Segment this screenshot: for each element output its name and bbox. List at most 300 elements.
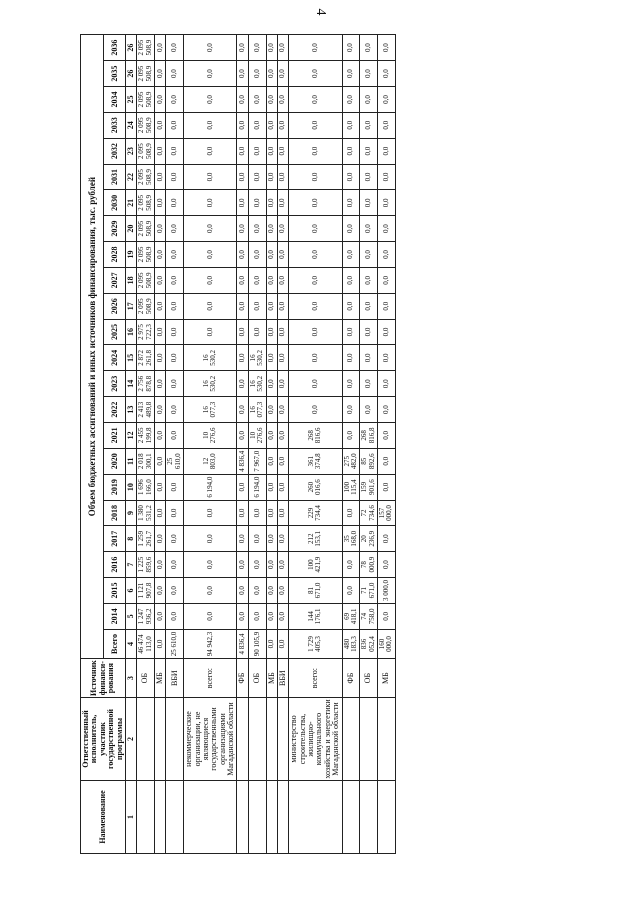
value-cell: 2 872 261,8 <box>137 345 155 371</box>
value-cell: 0,0 <box>184 578 237 604</box>
value-cell: 2 095 508,9 <box>137 61 155 87</box>
value-cell: 0,0 <box>155 474 166 500</box>
value-cell: 0,0 <box>248 112 266 138</box>
table-row <box>237 35 248 854</box>
row-source: ФБ <box>342 659 360 698</box>
value-cell: 260 016,6 <box>289 474 342 500</box>
value-cell: 0,0 <box>237 474 248 500</box>
value-cell: 361 374,8 <box>289 448 342 474</box>
index-cell: 5 <box>125 603 136 629</box>
value-cell: 0,0 <box>248 526 266 552</box>
index-cell: 24 <box>125 112 136 138</box>
year-header: 2017 <box>104 526 126 552</box>
table-row <box>155 35 166 854</box>
value-cell: 0,0 <box>237 216 248 242</box>
value-cell: 71 671,0 <box>360 578 378 604</box>
value-cell: 0,0 <box>289 35 342 61</box>
value-cell: 69 418,1 <box>342 603 360 629</box>
value-cell: 0,0 <box>378 35 396 61</box>
value-cell: 0,0 <box>184 319 237 345</box>
row-executor: некоммерческие организации, не являющиеся государственными организациями Магаданской области <box>184 698 237 781</box>
value-cell: 0,0 <box>277 138 288 164</box>
index-cell: 23 <box>125 138 136 164</box>
value-cell: 0,0 <box>289 371 342 397</box>
index-cell: 4 <box>125 629 136 659</box>
value-cell: 0,0 <box>266 371 277 397</box>
value-cell: 3 000,0 <box>378 578 396 604</box>
value-cell: 0,0 <box>237 578 248 604</box>
value-cell: 2 095 508,9 <box>137 87 155 113</box>
value-cell: 0,0 <box>184 61 237 87</box>
index-cell: 18 <box>125 267 136 293</box>
value-cell: 2 095 508,9 <box>137 138 155 164</box>
row-executor <box>342 698 360 781</box>
value-cell: 2 095 508,9 <box>137 35 155 61</box>
value-cell: 144 176,1 <box>289 603 342 629</box>
value-cell: 0,0 <box>184 164 237 190</box>
value-cell: 0,0 <box>237 552 248 578</box>
year-header: 2032 <box>104 138 126 164</box>
year-header: 2029 <box>104 216 126 242</box>
value-cell: 2 095 508,9 <box>137 242 155 268</box>
row-executor <box>378 698 396 781</box>
value-cell: 0,0 <box>342 216 360 242</box>
value-cell: 480 183,3 <box>342 629 360 659</box>
value-cell: 0,0 <box>277 345 288 371</box>
value-cell: 0,0 <box>360 112 378 138</box>
value-cell: 0,0 <box>277 61 288 87</box>
index-cell: 14 <box>125 371 136 397</box>
value-cell: 0,0 <box>155 267 166 293</box>
value-cell: 268 816,8 <box>360 422 378 448</box>
year-header: 2018 <box>104 500 126 526</box>
value-cell: 0,0 <box>277 371 288 397</box>
value-cell: 0,0 <box>166 112 184 138</box>
value-cell: 0,0 <box>266 35 277 61</box>
value-cell: 0,0 <box>360 293 378 319</box>
row-name <box>378 781 396 854</box>
value-cell: 0,0 <box>166 397 184 423</box>
value-cell: 0,0 <box>378 164 396 190</box>
row-name <box>155 781 166 854</box>
value-cell: 0,0 <box>155 552 166 578</box>
table-row <box>378 35 396 854</box>
value-cell: 2 095 508,9 <box>137 112 155 138</box>
value-cell: 0,0 <box>378 422 396 448</box>
value-cell: 0,0 <box>155 112 166 138</box>
value-cell: 0,0 <box>155 61 166 87</box>
value-cell: 1 380 531,2 <box>137 500 155 526</box>
value-cell: 12 803,0 <box>184 448 237 474</box>
value-cell: 0,0 <box>248 603 266 629</box>
value-cell: 0,0 <box>266 319 277 345</box>
value-cell: 0,0 <box>342 319 360 345</box>
value-cell: 0,0 <box>277 293 288 319</box>
col-executor-header: Ответственный исполнитель, участник государственной программы <box>81 698 126 781</box>
value-cell: 0,0 <box>248 61 266 87</box>
value-cell: 0,0 <box>266 448 277 474</box>
value-cell: 16 530,2 <box>248 371 266 397</box>
value-cell: 0,0 <box>248 293 266 319</box>
value-cell: 0,0 <box>289 293 342 319</box>
value-cell: 0,0 <box>166 371 184 397</box>
value-cell: 0,0 <box>342 61 360 87</box>
value-cell: 2 413 489,8 <box>137 397 155 423</box>
value-cell: 4 836,4 <box>237 629 248 659</box>
row-name <box>137 781 155 854</box>
value-cell: 160 000,0 <box>378 629 396 659</box>
value-cell: 0,0 <box>378 242 396 268</box>
value-cell: 90 105,9 <box>248 629 266 659</box>
value-cell: 0,0 <box>277 474 288 500</box>
value-cell: 0,0 <box>166 190 184 216</box>
value-cell: 0,0 <box>289 190 342 216</box>
value-cell: 0,0 <box>166 345 184 371</box>
value-cell: 0,0 <box>266 345 277 371</box>
index-cell: 12 <box>125 422 136 448</box>
value-cell: 1 225 859,6 <box>137 552 155 578</box>
year-header: 2027 <box>104 267 126 293</box>
value-cell: 0,0 <box>342 242 360 268</box>
value-cell: 0,0 <box>184 603 237 629</box>
row-name <box>166 781 184 854</box>
value-cell: 85 892,6 <box>360 448 378 474</box>
value-cell: 0,0 <box>277 242 288 268</box>
col-source-header: Источник финанси-рования <box>81 659 126 698</box>
value-cell: 0,0 <box>184 138 237 164</box>
value-cell: 0,0 <box>266 293 277 319</box>
value-cell: 0,0 <box>277 603 288 629</box>
value-cell: 0,0 <box>237 397 248 423</box>
index-cell: 25 <box>125 87 136 113</box>
value-cell: 16 077,3 <box>248 397 266 423</box>
value-cell: 0,0 <box>266 87 277 113</box>
index-cell: 8 <box>125 526 136 552</box>
value-cell: 0,0 <box>342 371 360 397</box>
value-cell: 0,0 <box>378 474 396 500</box>
row-source: ФБ <box>237 659 248 698</box>
value-cell: 100 421,9 <box>289 552 342 578</box>
value-cell: 94 942,3 <box>184 629 237 659</box>
value-cell: 6 194,0 <box>248 474 266 500</box>
value-cell: 0,0 <box>378 448 396 474</box>
index-cell: 3 <box>125 659 136 698</box>
row-executor <box>166 698 184 781</box>
value-cell: 0,0 <box>277 552 288 578</box>
value-cell: 0,0 <box>342 112 360 138</box>
row-executor: министерство строительства, жилищно-коммунального хозяйства и энергетики Магаданской области <box>289 699 341 779</box>
value-cell: 0,0 <box>360 35 378 61</box>
value-cell: 0,0 <box>378 603 396 629</box>
value-cell: 0,0 <box>166 552 184 578</box>
value-cell: 0,0 <box>248 138 266 164</box>
value-cell: 0,0 <box>289 267 342 293</box>
index-cell: 11 <box>125 448 136 474</box>
value-cell: 0,0 <box>155 422 166 448</box>
value-cell: 0,0 <box>360 216 378 242</box>
index-cell: 1 <box>125 781 136 854</box>
value-cell: 0,0 <box>378 61 396 87</box>
value-cell: 0,0 <box>184 87 237 113</box>
value-cell: 0,0 <box>248 164 266 190</box>
value-cell: 0,0 <box>342 578 360 604</box>
value-cell: 0,0 <box>378 112 396 138</box>
value-cell: 0,0 <box>378 190 396 216</box>
value-cell: 0,0 <box>289 87 342 113</box>
value-cell: 268 816,6 <box>289 422 342 448</box>
row-name <box>248 781 266 854</box>
value-cell: 0,0 <box>155 629 166 659</box>
value-cell: 0,0 <box>155 448 166 474</box>
row-source: ВБИ <box>277 659 288 698</box>
value-cell: 0,0 <box>360 267 378 293</box>
value-cell: 0,0 <box>184 526 237 552</box>
value-cell: 0,0 <box>155 242 166 268</box>
year-header: 2021 <box>104 422 126 448</box>
value-cell: 0,0 <box>155 164 166 190</box>
value-cell: 0,0 <box>166 422 184 448</box>
value-cell: 0,0 <box>289 138 342 164</box>
value-cell: 0,0 <box>184 190 237 216</box>
year-header: 2024 <box>104 345 126 371</box>
value-cell: 0,0 <box>237 500 248 526</box>
value-cell: 0,0 <box>378 293 396 319</box>
value-cell: 0,0 <box>266 500 277 526</box>
row-source: ОБ <box>248 659 266 698</box>
value-cell: 2 018 300,1 <box>137 448 155 474</box>
row-name <box>289 781 342 854</box>
row-source: ВБИ <box>166 659 184 698</box>
value-cell: 0,0 <box>237 35 248 61</box>
value-cell: 0,0 <box>184 500 237 526</box>
table-row <box>266 35 277 854</box>
value-cell: 0,0 <box>266 61 277 87</box>
index-row <box>125 35 136 854</box>
row-executor <box>360 698 378 781</box>
value-cell: 0,0 <box>237 190 248 216</box>
year-header: 2035 <box>104 61 126 87</box>
value-cell: 0,0 <box>248 242 266 268</box>
value-cell: 16 530,2 <box>184 371 237 397</box>
row-executor <box>277 698 288 781</box>
value-cell: 0,0 <box>277 190 288 216</box>
value-cell: 1 247 936,2 <box>137 603 155 629</box>
value-cell: 0,0 <box>277 397 288 423</box>
value-cell: 0,0 <box>266 242 277 268</box>
value-cell: 0,0 <box>155 500 166 526</box>
funding-title: Объем бюджетных ассигнований и иных источников финансирования, тыс. рублей <box>81 35 104 659</box>
row-name <box>237 781 248 854</box>
value-cell: 46 474 113,0 <box>137 629 155 659</box>
value-cell: 0,0 <box>360 319 378 345</box>
col-total-header: Всего <box>104 629 126 659</box>
value-cell: 0,0 <box>360 164 378 190</box>
value-cell: 0,0 <box>342 190 360 216</box>
value-cell: 100 115,4 <box>342 474 360 500</box>
year-header: 2025 <box>104 319 126 345</box>
index-cell: 16 <box>125 319 136 345</box>
value-cell: 0,0 <box>155 371 166 397</box>
value-cell: 0,0 <box>277 164 288 190</box>
value-cell: 0,0 <box>184 216 237 242</box>
value-cell: 0,0 <box>342 267 360 293</box>
value-cell: 0,0 <box>166 319 184 345</box>
value-cell: 0,0 <box>266 552 277 578</box>
value-cell: 159 901,6 <box>360 474 378 500</box>
value-cell: 0,0 <box>277 267 288 293</box>
value-cell: 2 455 199,8 <box>137 422 155 448</box>
table-container <box>80 34 590 854</box>
index-cell: 26 <box>125 61 136 87</box>
row-name <box>184 781 237 854</box>
value-cell: 0,0 <box>378 87 396 113</box>
value-cell: 0,0 <box>166 164 184 190</box>
value-cell: 0,0 <box>342 87 360 113</box>
index-cell: 19 <box>125 242 136 268</box>
value-cell: 0,0 <box>237 526 248 552</box>
value-cell: 0,0 <box>248 87 266 113</box>
value-cell: 0,0 <box>277 35 288 61</box>
value-cell: 7 967,0 <box>248 448 266 474</box>
value-cell: 0,0 <box>266 164 277 190</box>
value-cell: 0,0 <box>166 35 184 61</box>
value-cell: 0,0 <box>360 345 378 371</box>
year-header: 2023 <box>104 371 126 397</box>
value-cell: 0,0 <box>155 190 166 216</box>
value-cell: 0,0 <box>360 190 378 216</box>
index-cell: 21 <box>125 190 136 216</box>
value-cell: 1 696 166,0 <box>137 474 155 500</box>
value-cell: 1 259 261,7 <box>137 526 155 552</box>
value-cell: 0,0 <box>155 578 166 604</box>
value-cell: 0,0 <box>277 448 288 474</box>
value-cell: 0,0 <box>248 578 266 604</box>
value-cell: 10 276,6 <box>184 422 237 448</box>
index-cell: 9 <box>125 500 136 526</box>
value-cell: 0,0 <box>277 216 288 242</box>
year-header: 2026 <box>104 293 126 319</box>
table-row <box>360 35 378 854</box>
table-row <box>166 35 184 854</box>
value-cell: 0,0 <box>342 293 360 319</box>
value-cell: 0,0 <box>184 112 237 138</box>
value-cell: 0,0 <box>155 603 166 629</box>
value-cell: 836 052,4 <box>360 629 378 659</box>
value-cell: 0,0 <box>155 138 166 164</box>
value-cell: 0,0 <box>237 138 248 164</box>
value-cell: 0,0 <box>248 552 266 578</box>
value-cell: 0,0 <box>342 500 360 526</box>
value-cell: 0,0 <box>166 267 184 293</box>
row-executor <box>266 698 277 781</box>
index-cell: 20 <box>125 216 136 242</box>
value-cell: 0,0 <box>378 267 396 293</box>
value-cell: 0,0 <box>166 138 184 164</box>
value-cell: 0,0 <box>266 629 277 659</box>
value-cell: 0,0 <box>289 61 342 87</box>
table-row <box>248 35 266 854</box>
row-source: всего: <box>289 659 342 698</box>
value-cell: 0,0 <box>237 112 248 138</box>
table-row <box>342 35 360 854</box>
index-cell: 2 <box>125 698 136 781</box>
value-cell: 0,0 <box>289 345 342 371</box>
value-cell: 0,0 <box>248 500 266 526</box>
value-cell: 0,0 <box>289 242 342 268</box>
value-cell: 0,0 <box>266 216 277 242</box>
value-cell: 0,0 <box>266 190 277 216</box>
value-cell: 0,0 <box>166 87 184 113</box>
value-cell: 0,0 <box>378 552 396 578</box>
value-cell: 0,0 <box>248 190 266 216</box>
value-cell: 0,0 <box>266 474 277 500</box>
value-cell: 2 095 508,9 <box>137 190 155 216</box>
value-cell: 0,0 <box>166 216 184 242</box>
funding-table <box>80 34 396 854</box>
value-cell: 0,0 <box>155 319 166 345</box>
value-cell: 0,0 <box>378 526 396 552</box>
value-cell: 0,0 <box>248 216 266 242</box>
value-cell: 0,0 <box>277 87 288 113</box>
value-cell: 0,0 <box>155 216 166 242</box>
value-cell: 0,0 <box>266 578 277 604</box>
index-cell: 17 <box>125 293 136 319</box>
value-cell: 0,0 <box>166 293 184 319</box>
value-cell: 0,0 <box>166 500 184 526</box>
row-executor <box>155 698 166 781</box>
row-executor <box>137 698 155 781</box>
value-cell: 0,0 <box>155 345 166 371</box>
index-cell: 15 <box>125 345 136 371</box>
value-cell: 2 095 508,9 <box>137 267 155 293</box>
value-cell: 0,0 <box>237 293 248 319</box>
value-cell: 0,0 <box>184 267 237 293</box>
value-cell: 0,0 <box>342 164 360 190</box>
value-cell: 16 530,2 <box>184 345 237 371</box>
year-header: 2036 <box>104 35 126 61</box>
value-cell: 74 758,0 <box>360 603 378 629</box>
value-cell: 0,0 <box>360 61 378 87</box>
value-cell: 275 482,0 <box>342 448 360 474</box>
value-cell: 0,0 <box>248 267 266 293</box>
value-cell: 1 121 907,8 <box>137 578 155 604</box>
value-cell: 0,0 <box>266 397 277 423</box>
value-cell: 0,0 <box>342 138 360 164</box>
value-cell: 0,0 <box>360 371 378 397</box>
index-cell: 7 <box>125 552 136 578</box>
row-source: ОБ <box>360 659 378 698</box>
value-cell: 0,0 <box>237 87 248 113</box>
year-header: 2031 <box>104 164 126 190</box>
table-row <box>184 35 237 854</box>
value-cell: 0,0 <box>237 603 248 629</box>
year-header: 2028 <box>104 242 126 268</box>
value-cell: 10 276,6 <box>248 422 266 448</box>
value-cell: 2 095 508,9 <box>137 293 155 319</box>
value-cell: 4 836,4 <box>237 448 248 474</box>
value-cell: 2 756 878,8 <box>137 371 155 397</box>
value-cell: 0,0 <box>266 603 277 629</box>
value-cell: 0,0 <box>155 87 166 113</box>
value-cell: 0,0 <box>378 397 396 423</box>
index-cell: 6 <box>125 578 136 604</box>
value-cell: 0,0 <box>289 319 342 345</box>
value-cell: 157 000,0 <box>378 500 396 526</box>
value-cell: 2 975 722,3 <box>137 319 155 345</box>
value-cell: 0,0 <box>184 552 237 578</box>
row-source: МБ <box>266 659 277 698</box>
row-name <box>266 781 277 854</box>
